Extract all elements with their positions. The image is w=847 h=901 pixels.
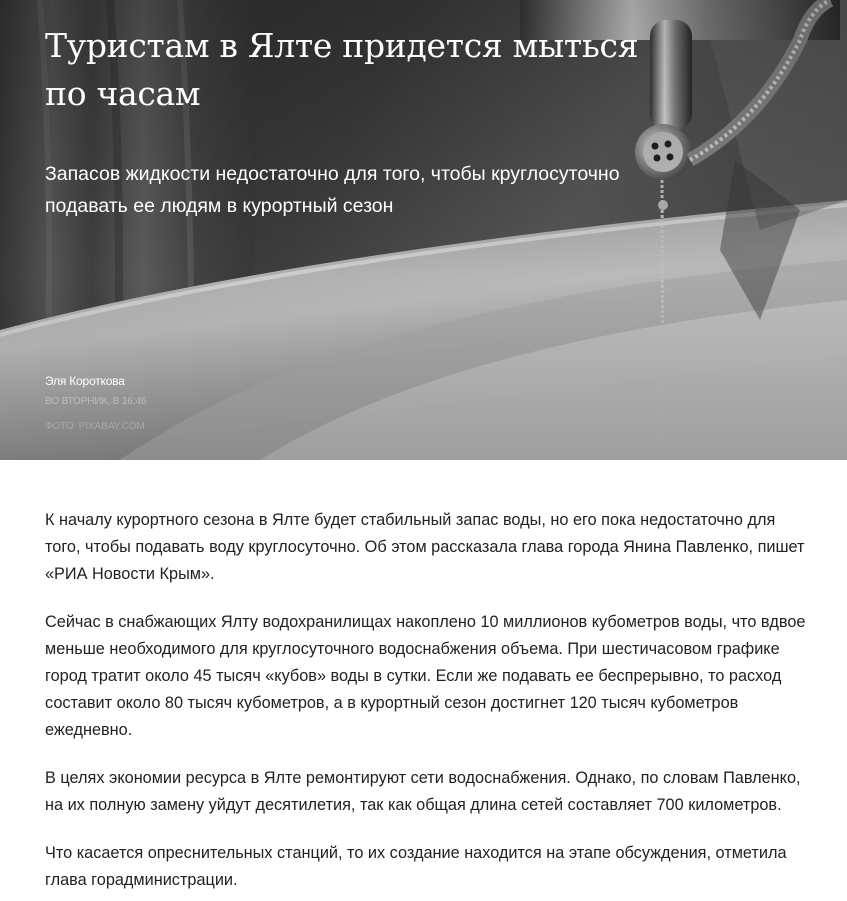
hero-text-block — [45, 22, 665, 222]
article-paragraph: К началу курортного сезона в Ялте будет стабильный запас воды, но его пока недостаточно для того, чтобы подавать воду круглосуточно. Об этом рассказала глава города Янина Павленко, пишет «РИА Новости Крым». — [45, 511, 805, 583]
article-meta — [45, 373, 146, 434]
article-title: Туристам в Ялте придется мыться по часам — [45, 26, 639, 113]
article-paragraph: Сейчас в снабжающих Ялту водохранилищах накоплено 10 миллионов кубометров воды, что вдвое меньше необходимого для круглосуточного водоснабжения объема. При шестичасовом графике город тратит около 45 тысяч «кубов» воды в сутки. Если же подавать ее беспрерывно, то расход составит около 80 тысяч кубометров, а в курортный сезон достигнет 120 тысяч кубометров ежедневно. — [45, 613, 806, 739]
article-paragraph: Что касается опреснительных станций, то их создание находится на этапе обсуждения, отметила глава горадминистрации. — [45, 844, 787, 889]
article-body — [0, 460, 815, 894]
article-paragraph: В целях экономии ресурса в Ялте ремонтируют сети водоснабжения. Однако, по словам Павленко, на их полную замену уйдут десятилетия, так как общая длина сетей составляет 700 километров. — [45, 769, 801, 814]
author-link[interactable]: Эля Короткова — [45, 374, 125, 388]
publish-date: ВО ВТОРНИК, В 16:46 — [45, 396, 147, 407]
photo-credit: ФОТО: PIXABAY.COM — [45, 421, 145, 432]
article-subtitle: Запасов жидкости недостаточно для того, чтобы круглосуточно подавать ее людям в курортный сезон — [45, 163, 620, 217]
